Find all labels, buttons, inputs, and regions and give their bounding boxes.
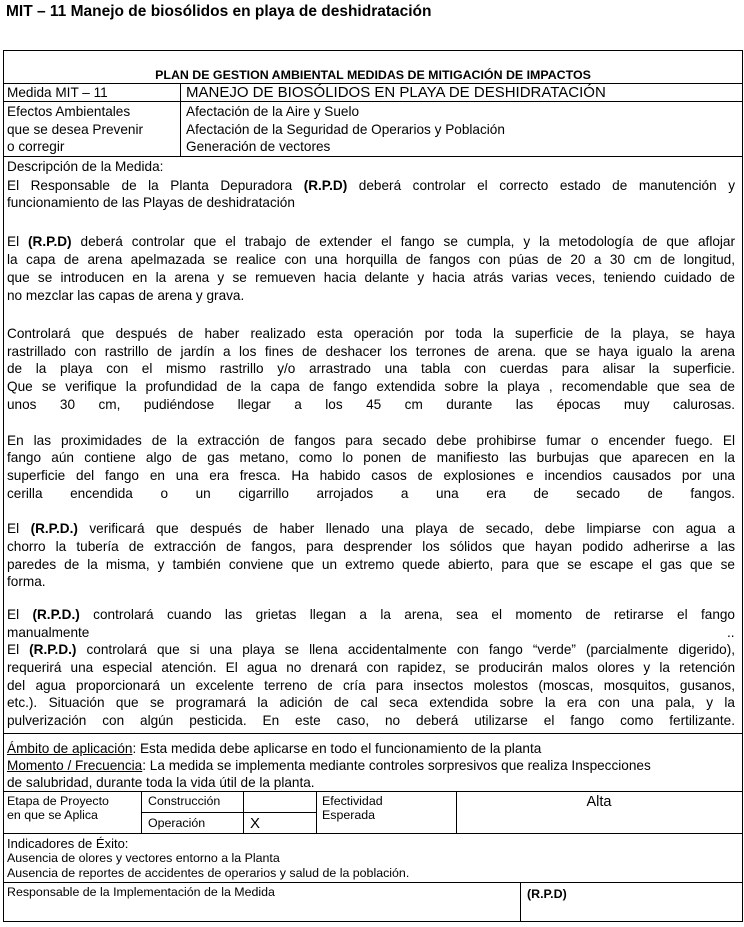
- indicator-item: Ausencia de reportes de accidentes de operarios y salud de la población.: [7, 866, 410, 880]
- operation-label: Operación: [148, 816, 206, 830]
- paragraph-line: El (R.P.D.) controlará que si una playa se llena accidentalmente con fango “verde” (parcialmente digerido),: [7, 642, 735, 657]
- paragraph-line: requerirá una especial atención. El agua no drenará con rapidez, se producirán malos olores y la retención: [7, 660, 735, 675]
- effects-label-3: o corregir: [7, 139, 65, 154]
- col-divider: [180, 83, 181, 156]
- indicators-heading: Indicadores de Éxito:: [7, 836, 129, 851]
- paragraph-line: fango aún contiene algo de gas metano, como lo ponen de manifiesto las burbujas que aparecen en la: [7, 450, 735, 465]
- paragraph-line: paredes de la misma, y también conviene que un extremo quede abierto, para que se escape el gas que se: [7, 557, 735, 572]
- paragraph-line: El (R.P.D.) verificará que después de haber llenado una playa de secado, debe limpiarse con agua a: [7, 521, 735, 536]
- paragraph-line: la capa de arena apelmazada se realice con una horquilla de fangos con púas de 20 a 30 cm de longitud,: [7, 252, 735, 267]
- paragraph-line: etc.). Situación que se programará la adición de cal seca extendida sobre la era con una pala, y la: [7, 695, 735, 710]
- indicator-item: Ausencia de olores y vectores entorno a la Planta: [7, 851, 280, 865]
- stage-label-2: en que se Aplica: [7, 808, 98, 822]
- operation-mark: X: [250, 815, 261, 832]
- effectiveness-label-2: Esperada: [322, 808, 376, 822]
- row-divider: [3, 791, 743, 792]
- paragraph-line: El (R.P.D) deberá controlar que el trabajo de extender el fango se cumpla, y la metodología de que aflojar: [7, 234, 735, 249]
- frequency-label: Momento / Frecuencia: [7, 758, 143, 773]
- paragraph-line: forma.: [7, 574, 46, 589]
- row-divider: [3, 833, 743, 834]
- paragraph-line: Controlará que después de haber realizado esta operación por toda la superficie de la playa, se haya: [7, 326, 735, 341]
- plan-header: PLAN DE GESTION AMBIENTAL MEDIDAS DE MITIGACIÓN DE IMPACTOS: [155, 68, 591, 82]
- measure-name: MANEJO DE BIOSÓLIDOS EN PLAYA DE DESHIDRATACIÓN: [186, 84, 606, 101]
- effectiveness-label-1: Efectividad: [322, 794, 383, 808]
- paragraph-line: de la playa con el mismo rastrillo y/o arrastrado una tabla con cuerdas para alisar la superficie.: [7, 361, 735, 376]
- paragraph-line: El (R.P.D.) controlará cuando las grietas llegan a la arena, sea el momento de retirarse el fango: [7, 607, 735, 622]
- cell-divider: [141, 812, 316, 813]
- document-title: MIT – 11 Manejo de biosólidos en playa de deshidratación: [6, 3, 432, 20]
- frequency-line: Momento / Frecuencia: La medida se implementa mediante controles sorpresivos que realiza Inspecciones: [7, 758, 651, 773]
- row-divider: [3, 101, 743, 102]
- paragraph-line: del agua proporcionará un excelente terreno de cría para insectos molestos (moscas, mosquitos, gusanos,: [7, 678, 735, 693]
- table-border-top: [3, 50, 743, 51]
- paragraph-line: pulverización con algún pesticida. En este caso, no deberá utilizarse el fango como fertilizante.: [7, 713, 735, 728]
- construction-label: Construcción: [148, 794, 221, 808]
- effect-item: Afectación de la Aire y Suelo: [186, 104, 360, 119]
- effects-label-2: que se desea Prevenir: [7, 122, 144, 137]
- paragraph-line: cerilla encendida o un cigarrillo arrojados a una era de secado de fangos.: [7, 486, 735, 501]
- effects-label-1: Efectos Ambientales: [7, 104, 131, 119]
- paragraph-line: superficie del fango en una era fresca. Ha habido casos de explosiones e incendios causados por una: [7, 468, 735, 483]
- row-divider: [3, 156, 743, 157]
- scope-label: Ámbito de aplicación: [7, 741, 133, 756]
- paragraph-line: unos 30 cm, pudiéndose llegar a los 45 cm durante las épocas muy calurosas.: [7, 397, 735, 412]
- paragraph-line: En las proximidades de la extracción de fangos para secado debe prohibirse fumar o encender fuego. El: [7, 433, 735, 448]
- paragraph-dots: ..: [727, 625, 735, 640]
- paragraph-line: El Responsable de la Planta Depuradora (R.P.D) deberá controlar el correcto estado de manutención y: [7, 178, 735, 193]
- responsible-label: Responsable de la Implementación de la Medida: [7, 885, 275, 899]
- measure-label: Medida MIT – 11: [7, 85, 108, 100]
- col-divider: [316, 791, 317, 833]
- scope-line: Ámbito de aplicación: Esta medida debe aplicarse en todo el funcionamiento de la planta: [7, 741, 542, 756]
- paragraph-line: Que se verifique la profundidad de la capa de fango extendida sobre la playa , recomendable que sea de: [7, 379, 735, 394]
- effectiveness-value: Alta: [586, 794, 612, 810]
- responsible-value: (R.P.D): [527, 887, 567, 901]
- table-border-bottom: [3, 921, 743, 922]
- col-divider: [520, 882, 521, 922]
- stage-label-1: Etapa de Proyecto: [7, 794, 109, 808]
- description-heading: Descripción de la Medida:: [7, 159, 164, 174]
- row-divider: [3, 882, 743, 883]
- paragraph-line: que se introducen en la arena y se remueven hacia delante y hacia atrás varias veces, teniendo cuidado de: [7, 270, 735, 285]
- paragraph-line: no mezclar las capas de arena y grava.: [7, 288, 245, 303]
- row-divider: [3, 733, 743, 734]
- paragraph-line: funcionamiento de las Playas de deshidratación: [7, 195, 295, 210]
- paragraph-line: manualmente: [7, 625, 90, 640]
- effect-item: Generación de vectores: [186, 139, 331, 154]
- paragraph-line: chorro la tubería de extracción de fangos, para desprender los sólidos que hayan podido adherirse a las: [7, 539, 735, 554]
- effect-item: Afectación de la Seguridad de Operarios y Población: [186, 122, 505, 137]
- frequency-line-2: de salubridad, durante toda la vida útil de la planta.: [7, 775, 315, 790]
- paragraph-line: rastrillado con rastrillo de jardín a los fines de deshacer los terrones de arena. que se haya igualo la arena: [7, 344, 735, 359]
